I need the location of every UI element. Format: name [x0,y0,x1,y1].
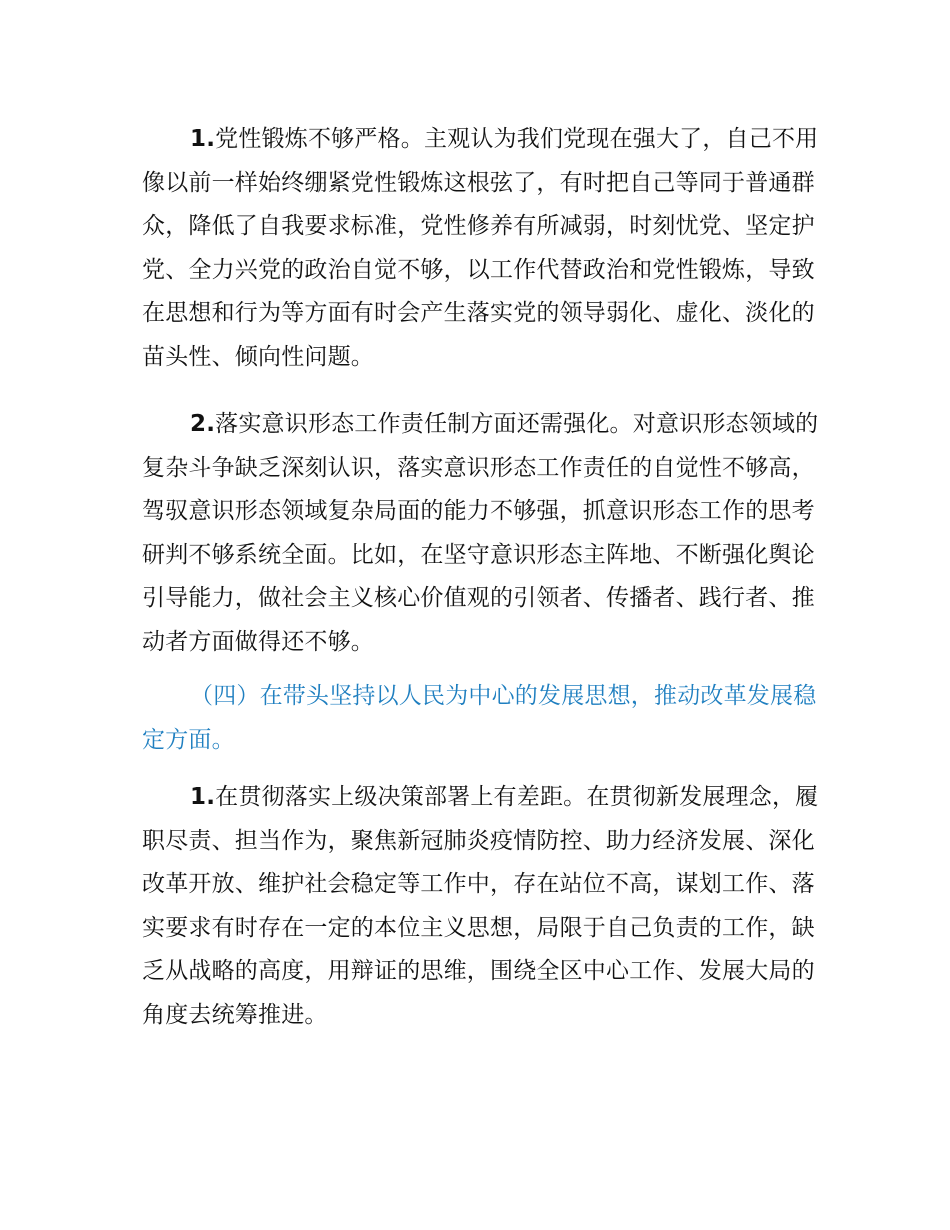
section-heading-four [142,675,832,762]
section-heading-text: （四）在带头坚持以人民为中心的发展思想，推动改革发展稳定方面。 [142,683,817,753]
paragraph-text: 在贯彻落实上级决策部署上有差距。在贯彻新发展理念，履职尽责、担当作为，聚焦新冠肺炎疫情防控、助力经济发展、深化改革开放、维护社会稳定等工作中，存在站位不高，谋划工作、落实要求有时存在一定的本位主义思想，局限于自己负责的工作，缺乏从战略的高度，用辩证的思维，围绕全区中心工作、发展大局的角度去统筹推进。 [142,784,819,1028]
paragraph-number: 1. [190,784,216,810]
paragraph-text: 党性锻炼不够严格。主观认为我们党现在强大了，自己不用像以前一样始终绷紧党性锻炼这根弦了，有时把自己等同于普通群众，降低了自我要求标准，党性修养有所减弱，时刻忧党、坚定护党、全力兴党的政治自觉不够，以工作代替政治和党性锻炼，导致在思想和行为等方面有时会产生落实党的领导弱化、虚化、淡化的苗头性、倾向性问题。 [142,126,819,370]
paragraph-party-spirit [142,118,832,379]
paragraph-number: 1. [190,126,216,152]
paragraph-ideology-responsibility [142,403,832,664]
paragraph-text: 落实意识形态工作责任制方面还需强化。对意识形态领域的复杂斗争缺乏深刻认识，落实意识形态工作责任的自觉性不够高，驾驭意识形态领域复杂局面的能力不够强，抓意识形态工作的思考研判不够系统全面。比如，在坚守意识形态主阵地、不断强化舆论引导能力，做社会主义核心价值观的引领者、传播者、践行者、推动者方面做得还不够。 [142,411,819,655]
paragraph-number: 2. [190,411,216,437]
paragraph-implementation-gap [142,776,832,1037]
